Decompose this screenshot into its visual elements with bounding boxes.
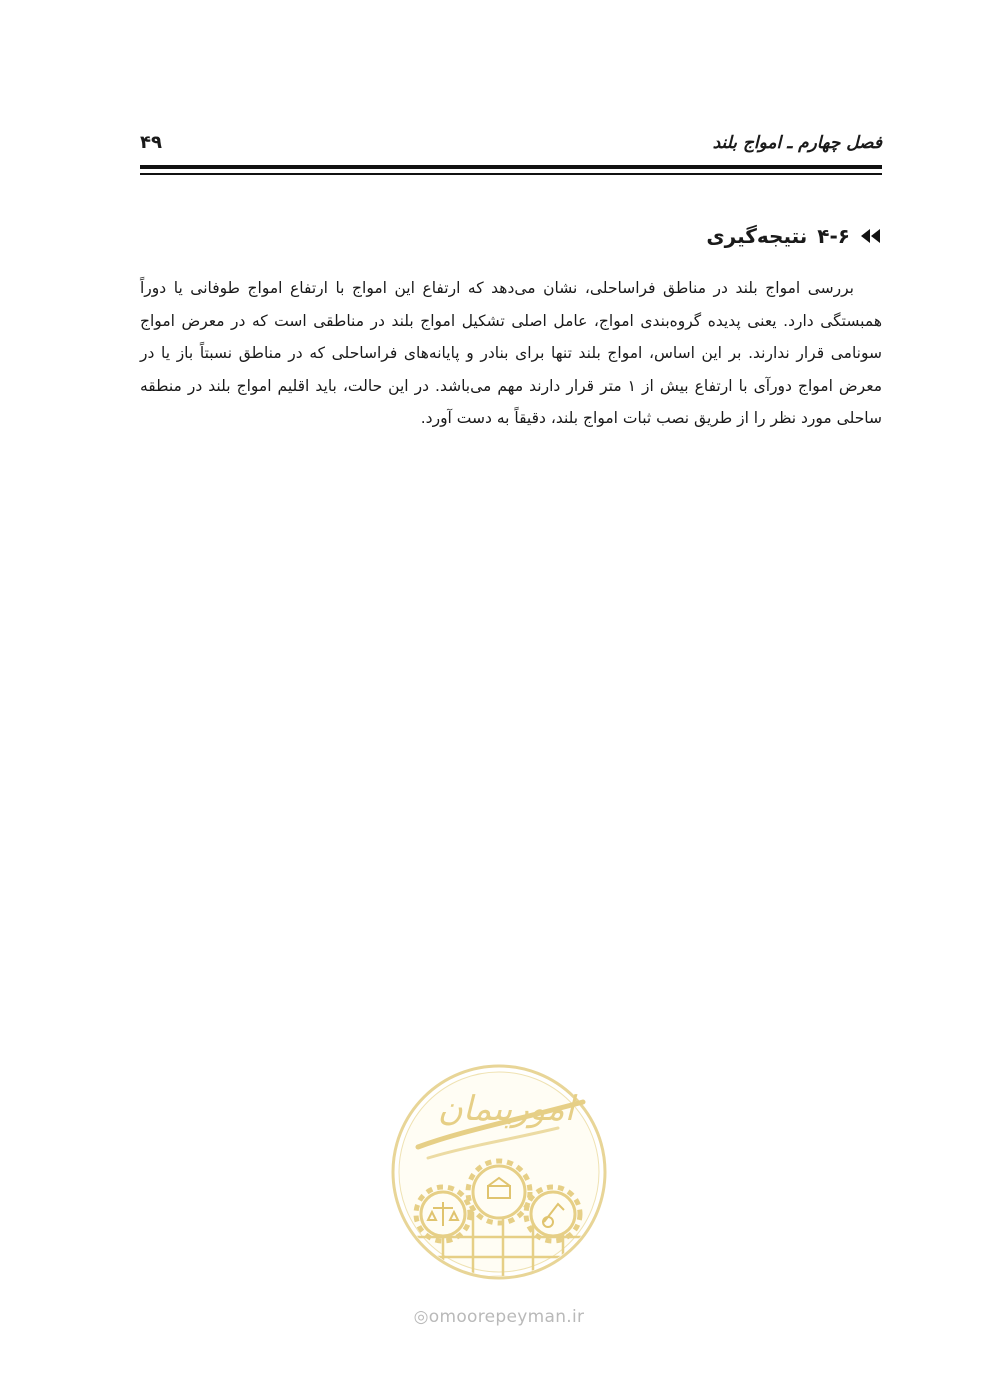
header-rule (140, 165, 882, 177)
watermark-caption (388, 1307, 610, 1327)
watermark-url: omoorepeyman.ir (428, 1307, 585, 1327)
body-paragraph: بررسی امواج بلند در مناطق فراساحلی، نشان می‌دهد که ارتفاع این امواج با ارتفاع امواج طوفانی یا دوراً همبستگی دارد. یعنی پدیده گروه‌بندی امواج، عامل اصلی تشکیل امواج بلند در مناطقی است که در معرض امواج سونامی قرار ندارند. بر این اساس، امواج بلند تنها برای بنادر و پایانه‌های فراساحلی که در مناطق نسبتاً باز یا در معرض امواج دورآی با ارتفاع بیش از ۱ متر قرار دارند مهم می‌باشد. در این حالت، باید اقلیم امواج بلند در منطقه ساحلی مورد نظر را از طریق نصب ثبات امواج بلند، دقیقاً به دست آورد. (140, 279, 882, 427)
section-title: نتیجه‌گیری (706, 224, 808, 248)
watermark-logo-text: امورپیمان (437, 1089, 575, 1129)
globe-icon: ◎ (413, 1307, 429, 1327)
double-arrow-left-icon (860, 228, 882, 244)
header-rule-thin (140, 173, 882, 175)
chapter-title: فصل چهارم ـ امواج بلند (712, 133, 882, 153)
page-number: ۴۹ (140, 132, 162, 153)
header-rule-thick (140, 165, 882, 169)
watermark-logo (388, 1062, 610, 1302)
running-header (140, 128, 882, 162)
watermark (388, 1062, 610, 1337)
section-heading (706, 218, 882, 254)
section-number: ۴-۶ (817, 224, 850, 248)
